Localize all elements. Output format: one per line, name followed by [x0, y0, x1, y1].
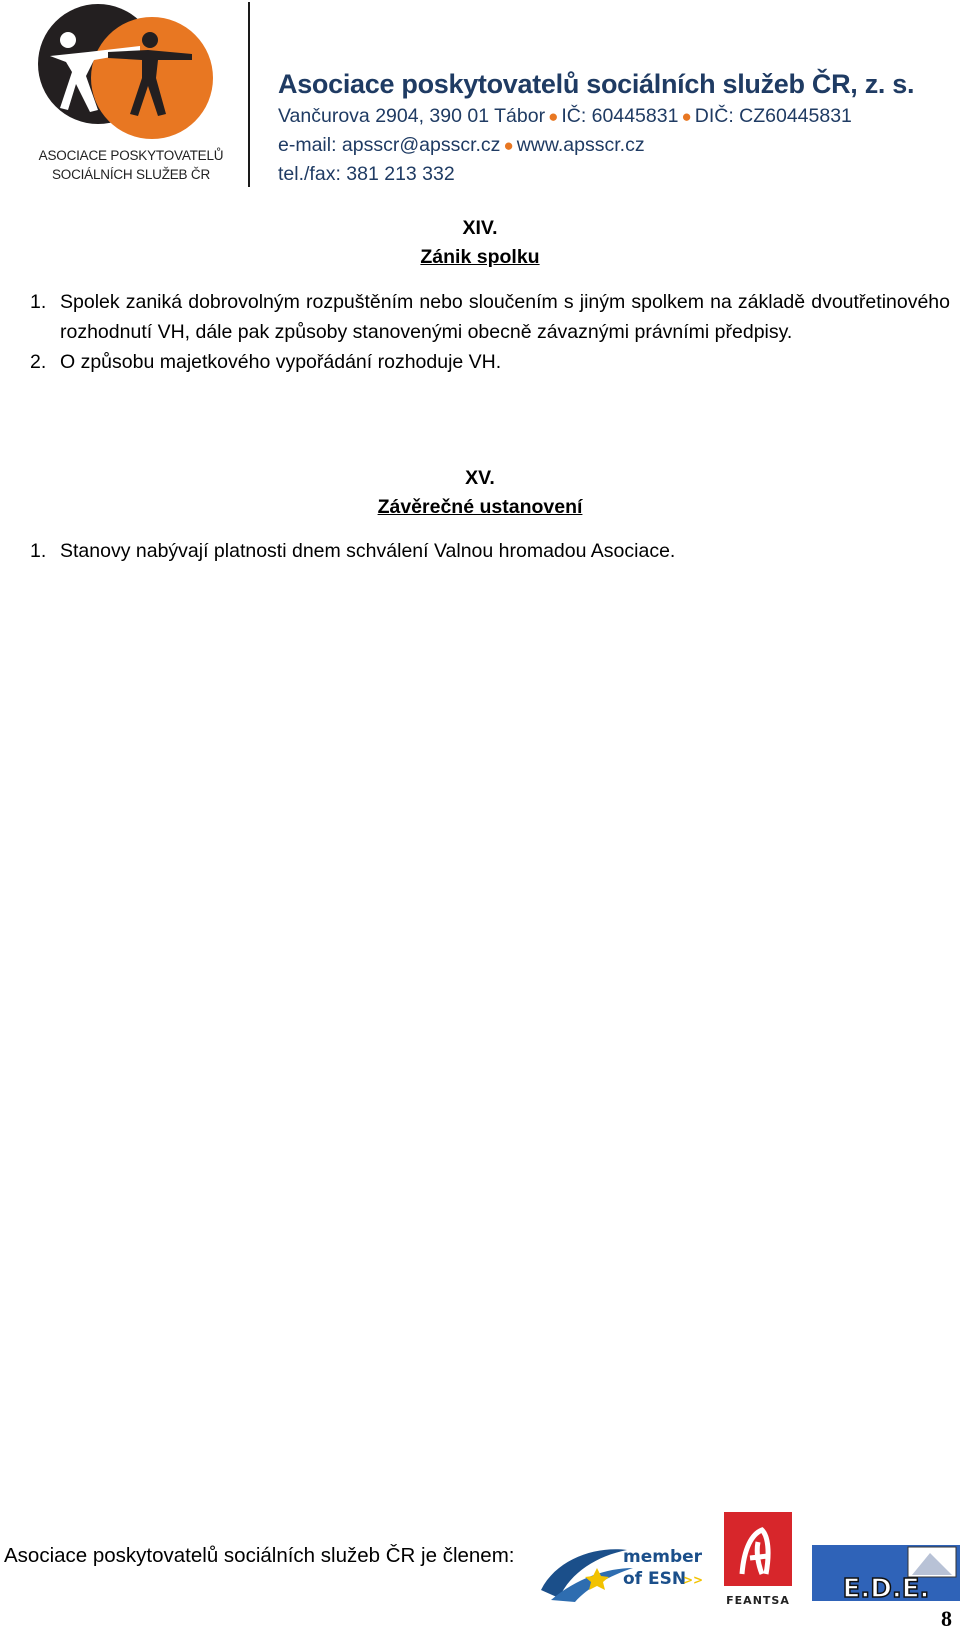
organization-logo	[38, 2, 224, 184]
section-numeral: XV.	[465, 467, 495, 489]
item-text: O způsobu majetkového vypořádání rozhoduje VH.	[60, 351, 502, 373]
bullet-icon: ●	[503, 136, 514, 155]
item-text: Spolek zaniká dobrovolným rozpuštěním nebo sloučením s jiným spolkem na základě dvoutřetinového rozhodnutí VH, dále pak způsoby stanovenými obecně závaznými právními předpisy.	[60, 291, 950, 343]
address: Vančurova 2904, 390 01 Tábor	[278, 105, 546, 127]
logo-text-line2: SOCIÁLNÍCH SLUŽEB ČR	[51, 167, 211, 182]
bullet-icon: ●	[681, 107, 692, 126]
feantsa-logo	[722, 1512, 794, 1608]
esn-logo	[537, 1538, 712, 1604]
esn-arrows: >>	[683, 1573, 704, 1587]
esn-member-text: member	[623, 1547, 703, 1567]
logo-text-line1: ASOCIACE POSKYTOVATELŮ	[38, 148, 224, 163]
contact-line	[278, 131, 958, 160]
organization-name: Asociace poskytovatelů sociálních služeb ČR, z. s.	[278, 69, 915, 99]
list-item	[30, 347, 950, 377]
section-list	[30, 287, 950, 377]
feantsa-label: FEANTSA	[726, 1594, 790, 1607]
organization-info	[278, 66, 958, 188]
item-number: 2.	[30, 351, 47, 373]
section-numeral: XIV.	[462, 217, 498, 239]
logo-figures-icon	[38, 2, 224, 142]
list-item	[30, 536, 950, 566]
ede-emblem-icon	[812, 1545, 960, 1605]
section-heading	[0, 214, 960, 272]
item-text: Stanovy nabývají platnosti dnem schválení Valnou hromadou Asociace.	[60, 540, 676, 562]
website-link[interactable]: www.apsscr.cz	[516, 134, 645, 156]
esn-of-text: of ESN	[623, 1569, 687, 1589]
section-list	[30, 536, 950, 566]
address-line	[278, 102, 958, 131]
membership-text: Asociace poskytovatelů sociálních služeb ČR je členem:	[4, 1544, 515, 1567]
ede-label: E.D.E.	[842, 1574, 930, 1604]
section-title: Závěrečné ustanovení	[377, 496, 583, 518]
header-divider	[248, 2, 250, 187]
esn-swoosh-icon	[537, 1538, 712, 1604]
feantsa-emblem-icon	[722, 1512, 794, 1608]
list-item	[30, 287, 950, 347]
item-number: 1.	[30, 291, 47, 313]
letterhead	[0, 0, 960, 190]
dic-number: DIČ: CZ60445831	[694, 105, 852, 127]
section-heading	[0, 464, 960, 522]
phone: tel./fax: 381 213 332	[278, 163, 455, 185]
ic-number: IČ: 60445831	[561, 105, 679, 127]
ede-logo	[812, 1545, 960, 1605]
bullet-icon: ●	[548, 107, 559, 126]
item-number: 1.	[30, 540, 47, 562]
email[interactable]: e-mail: apsscr@apsscr.cz	[278, 134, 501, 156]
page-number: 8	[941, 1606, 952, 1631]
section-title: Zánik spolku	[420, 246, 540, 268]
